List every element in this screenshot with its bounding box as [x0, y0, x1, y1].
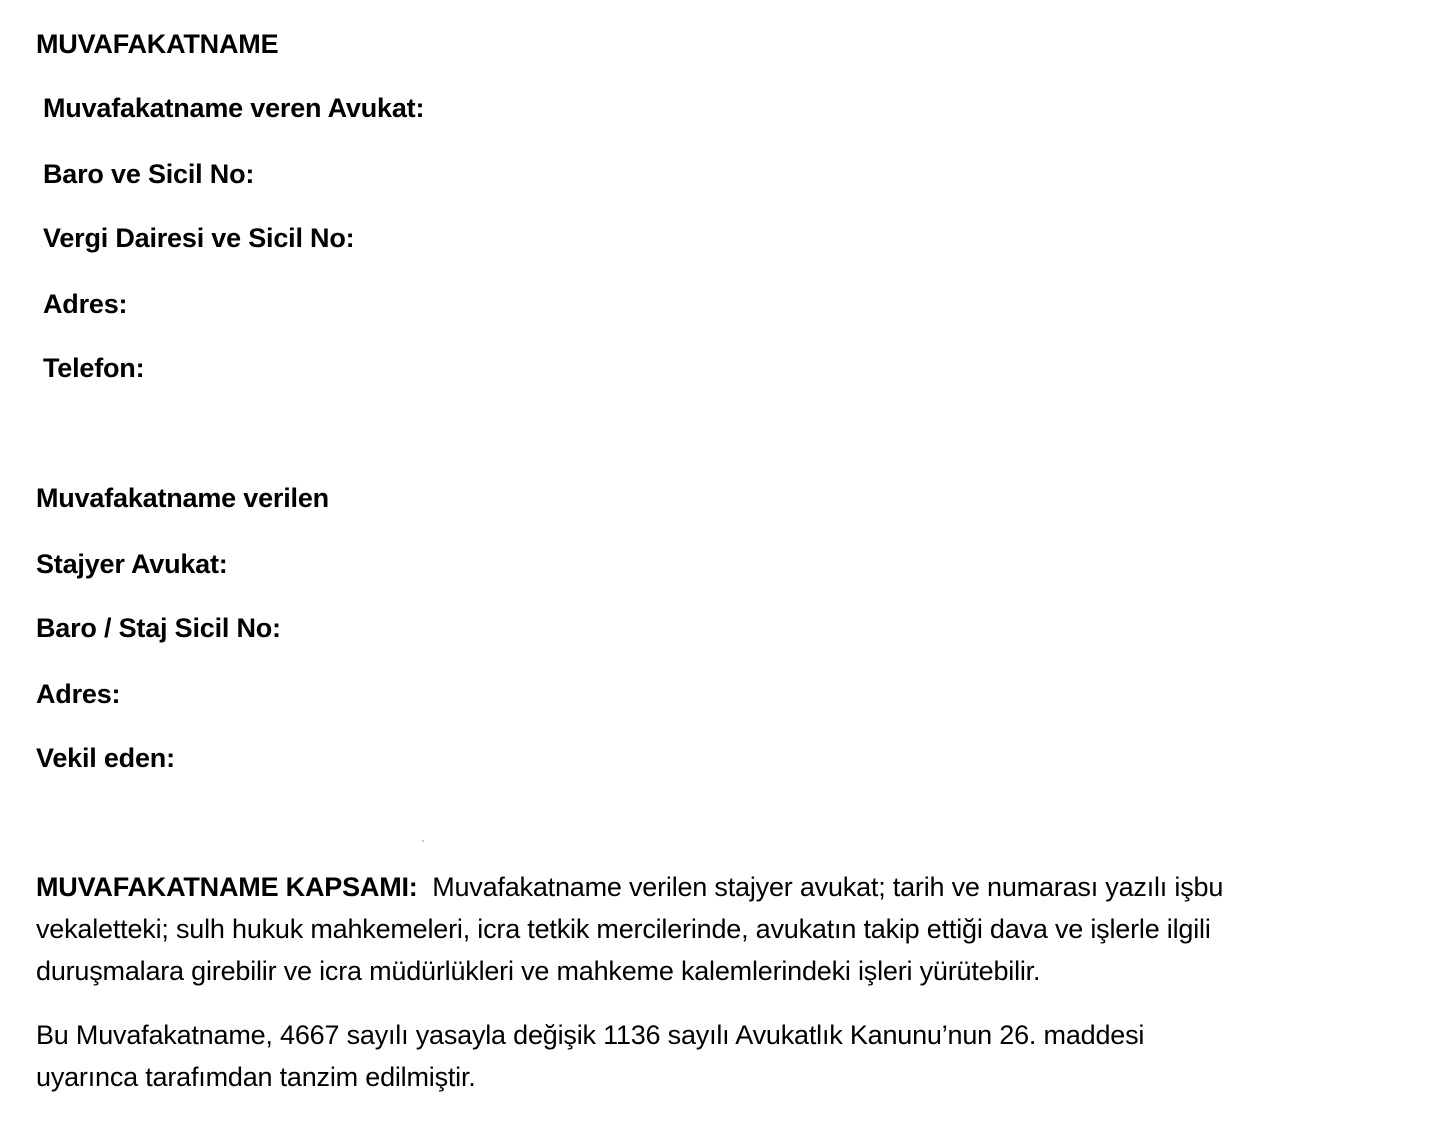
- giver-address-label: Adres:: [43, 289, 128, 319]
- scope-line-3: duruşmalara girebilir ve icra müdürlükleri ve mahkeme kalemlerindeki işleri yürütebilir.: [36, 956, 1041, 986]
- scope-line-2: vekaletteki; sulh hukuk mahkemeleri, icra tetkik mercilerinde, avukatın takip ettiği dava ve işlerle ilgili: [36, 914, 1211, 944]
- scope-line-1: Muvafakatname verilen stajyer avukat; tarih ve numarası yazılı işbu: [432, 872, 1224, 902]
- recipient-client-label: Vekil eden:: [36, 743, 175, 773]
- stray-dot: [422, 840, 424, 842]
- recipient-address-label: Adres:: [36, 679, 121, 709]
- giver-bar-label: Baro ve Sicil No:: [43, 159, 255, 189]
- legal-line-2: uyarınca tarafımdan tanzim edilmiştir.: [36, 1062, 476, 1092]
- document-title: MUVAFAKATNAME: [36, 29, 279, 59]
- recipient-bar-label: Baro / Staj Sicil No:: [36, 613, 281, 643]
- legal-paragraph: [36, 1014, 1406, 1098]
- giver-lawyer-label: Muvafakatname veren Avukat:: [43, 93, 425, 123]
- recipient-heading: Muvafakatname verilen: [36, 483, 329, 513]
- giver-phone-label: Telefon:: [43, 353, 145, 383]
- scope-label: MUVAFAKATNAME KAPSAMI:: [36, 872, 418, 902]
- scope-paragraph: [36, 866, 1406, 992]
- giver-tax-label: Vergi Dairesi ve Sicil No:: [43, 223, 355, 253]
- scope-row-1: [36, 866, 1406, 908]
- recipient-trainee-label: Stajyer Avukat:: [36, 549, 228, 579]
- legal-line-1: Bu Muvafakatname, 4667 sayılı yasayla değişik 1136 sayılı Avukatlık Kanunu’nun 26. maddesi: [36, 1020, 1145, 1050]
